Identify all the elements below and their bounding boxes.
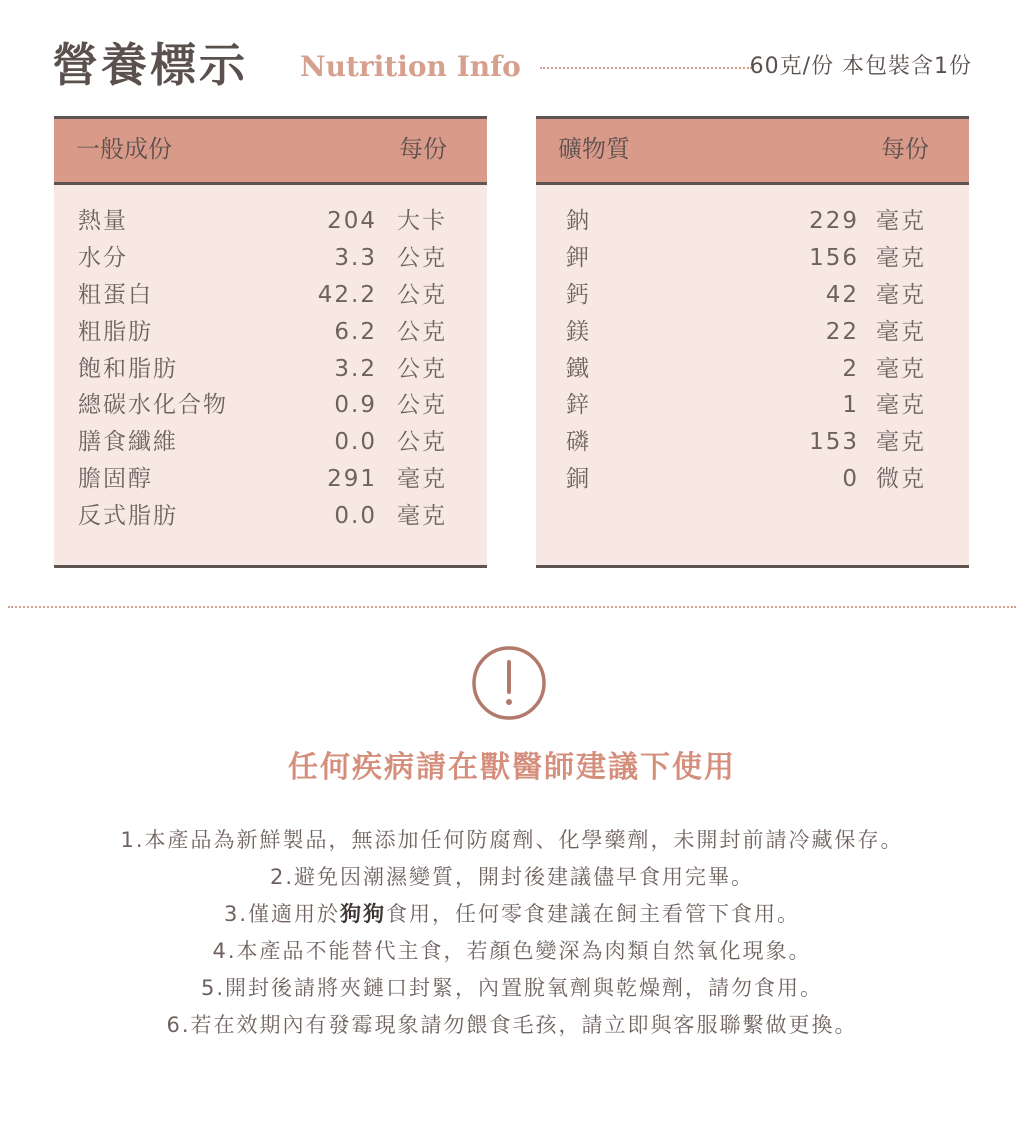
table-row: [536, 314, 969, 351]
nutrient-value: 153: [809, 429, 859, 456]
nutrient-name: 銅: [566, 466, 591, 493]
nutrient-name: 熱量: [78, 208, 128, 234]
table-row: [536, 277, 969, 314]
nutrient-name: 水分: [78, 244, 128, 271]
nutrient-value: 0.0: [334, 503, 377, 530]
table-row: [54, 498, 487, 535]
table-row: [536, 203, 969, 240]
nutrient-value: 204: [327, 208, 377, 234]
table-body: [536, 203, 969, 498]
nutrient-unit: 毫克: [876, 392, 926, 419]
nutrient-unit: 公克: [397, 281, 447, 308]
table-row: [54, 314, 487, 351]
nutrient-unit: 毫克: [876, 208, 926, 234]
nutrient-name: 粗蛋白: [78, 281, 153, 308]
nutrient-value: 0: [842, 466, 859, 493]
note-3-prefix: 3.僅適用於: [223, 902, 341, 926]
nutrient-unit: 公克: [397, 429, 447, 456]
usage-notes: [0, 822, 1024, 1044]
nutrient-unit: 公克: [397, 244, 447, 271]
nutrient-value: 291: [327, 466, 377, 493]
note-5: 5.開封後請將夾鏈口封緊，內置脫氧劑與乾燥劑，請勿食用。: [200, 976, 824, 1000]
exclamation-circle-icon: [472, 646, 546, 720]
general-nutrients-table: [54, 116, 487, 568]
nutrient-value: 6.2: [334, 318, 377, 345]
table-row: [536, 351, 969, 388]
note-3-suffix: 食用，任何零食建議在飼主看管下食用。: [386, 902, 801, 926]
table-row: [536, 240, 969, 277]
nutrient-value: 42: [825, 281, 859, 308]
table-row: [536, 387, 969, 424]
nutrient-value: 156: [809, 244, 859, 271]
note-3-emphasis: 狗狗: [340, 902, 387, 926]
nutrient-name: 總碳水化合物: [78, 392, 228, 419]
page-subtitle: Nutrition Info: [300, 50, 521, 83]
table-header: [54, 119, 487, 185]
nutrient-name: 鐵: [566, 355, 591, 382]
nutrient-unit: 公克: [397, 355, 447, 382]
nutrient-unit: 公克: [397, 318, 447, 345]
nutrient-name: 鈉: [566, 208, 591, 234]
table-row: [54, 240, 487, 277]
nutrient-name: 膽固醇: [78, 466, 153, 493]
nutrient-value: 1: [842, 392, 859, 419]
nutrient-value: 2: [842, 355, 859, 382]
table-row: [536, 461, 969, 498]
table-row: [54, 351, 487, 388]
table-row: [54, 277, 487, 314]
table-body: [54, 203, 487, 535]
section-divider: [8, 606, 1016, 608]
dotted-leader: [540, 67, 752, 69]
serving-info: 60克/份 本包裝含1份: [749, 54, 972, 79]
nutrient-name: 反式脂肪: [78, 503, 178, 530]
table-row: [54, 424, 487, 461]
column-header-per-serving: 每份: [399, 135, 447, 163]
nutrient-unit: 毫克: [397, 503, 447, 530]
nutrient-name: 飽和脂肪: [78, 355, 178, 382]
nutrient-value: 229: [809, 208, 859, 234]
note-4: 4.本產品不能替代主食，若顏色變深為肉類自然氧化現象。: [212, 939, 812, 963]
nutrient-value: 0.0: [334, 429, 377, 456]
nutrient-name: 鋅: [566, 392, 591, 419]
nutrient-unit: 毫克: [397, 466, 447, 493]
nutrient-value: 0.9: [334, 392, 377, 419]
nutrient-name: 鉀: [566, 244, 591, 271]
nutrient-unit: 毫克: [876, 429, 926, 456]
nutrient-unit: 毫克: [876, 281, 926, 308]
nutrient-unit: 毫克: [876, 244, 926, 271]
page-title: 營養標示: [52, 38, 248, 92]
nutrient-unit: 公克: [397, 392, 447, 419]
table-row: [54, 461, 487, 498]
note-2: 2.避免因潮濕變質，開封後建議儘早食用完畢。: [269, 865, 755, 889]
nutrient-unit: 毫克: [876, 355, 926, 382]
column-header-nutrient: 一般成份: [76, 135, 172, 163]
column-header-per-serving: 每份: [881, 135, 929, 163]
header: [52, 34, 972, 96]
nutrient-name: 磷: [566, 429, 591, 456]
note-3: [0, 896, 1024, 933]
nutrient-unit: 大卡: [397, 208, 447, 234]
nutrient-name: 膳食纖維: [78, 429, 178, 456]
table-row: [536, 424, 969, 461]
nutrient-unit: 微克: [876, 466, 926, 493]
nutrient-value: 3.3: [334, 244, 377, 271]
note-1: 1.本產品為新鮮製品，無添加任何防腐劑、化學藥劑，未開封前請冷藏保存。: [120, 828, 904, 852]
nutrient-name: 鎂: [566, 318, 591, 345]
note-6: 6.若在效期內有發霉現象請勿餵食毛孩，請立即與客服聯繫做更換。: [166, 1013, 858, 1037]
nutrient-name: 粗脂肪: [78, 318, 153, 345]
nutrient-value: 42.2: [317, 281, 377, 308]
nutrient-value: 22: [825, 318, 859, 345]
column-header-mineral: 礦物質: [558, 135, 630, 163]
table-row: [54, 203, 487, 240]
nutrient-name: 鈣: [566, 281, 591, 308]
table-row: [54, 387, 487, 424]
table-header: [536, 119, 969, 185]
minerals-table: [536, 116, 969, 568]
nutrient-value: 3.2: [334, 355, 377, 382]
warning-title: 任何疾病請在獸醫師建議下使用: [288, 750, 736, 785]
nutrient-unit: 毫克: [876, 318, 926, 345]
